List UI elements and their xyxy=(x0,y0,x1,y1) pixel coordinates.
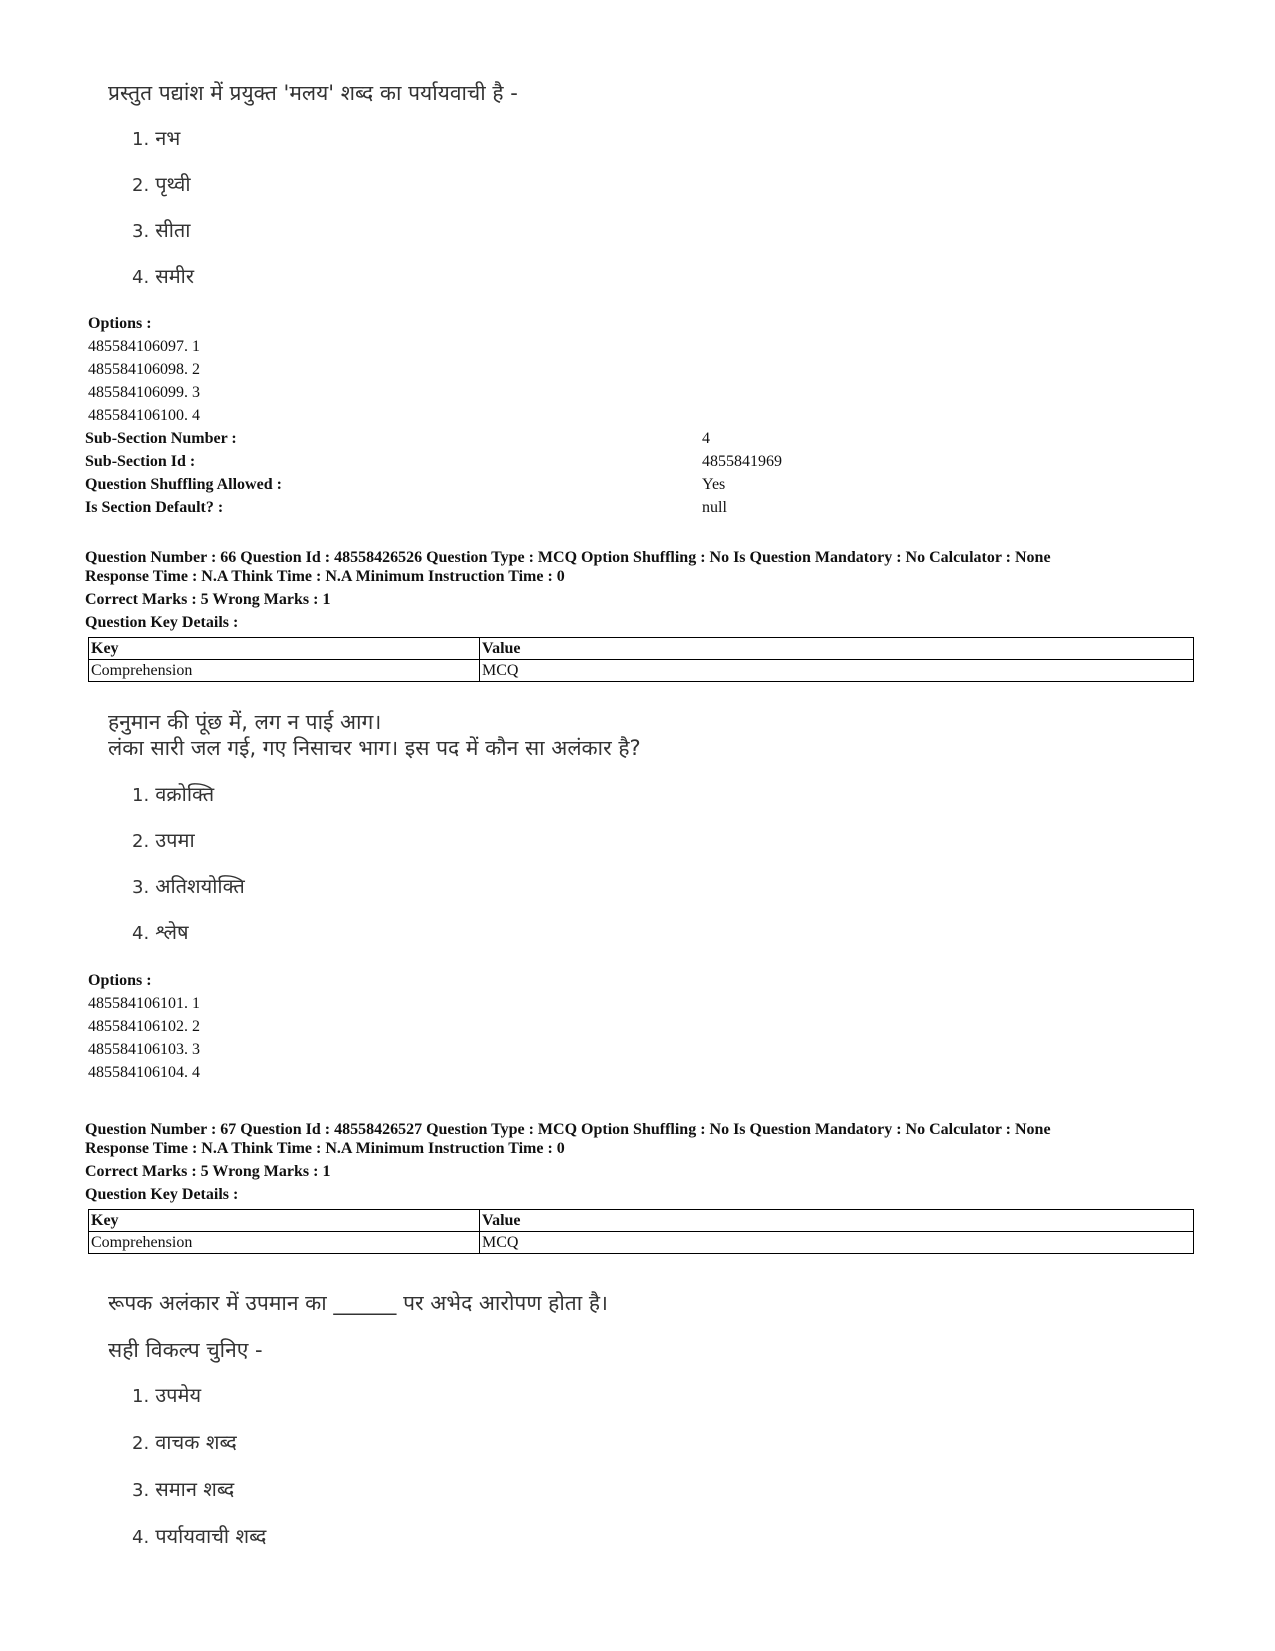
choice-text: समान शब्द xyxy=(155,1477,235,1501)
section-default-value: null xyxy=(702,499,727,516)
choice-number: 4. xyxy=(132,267,150,288)
q67-choice-3 xyxy=(132,1475,234,1505)
key-header: Key xyxy=(89,638,480,660)
table-row xyxy=(89,1232,1194,1254)
subsection-id-value: 4855841969 xyxy=(702,453,782,470)
q65-option-id-4: 485584106100. 4 xyxy=(88,407,200,424)
choice-number: 1. xyxy=(132,1386,150,1407)
q66-choice-4 xyxy=(132,918,189,948)
choice-number: 3. xyxy=(132,1480,150,1501)
q66-marks: Correct Marks : 5 Wrong Marks : 1 xyxy=(85,591,331,608)
table-row xyxy=(89,660,1194,682)
q65-option-id-3: 485584106099. 3 xyxy=(88,384,200,401)
q67-marks: Correct Marks : 5 Wrong Marks : 1 xyxy=(85,1163,331,1180)
q66-choice-2 xyxy=(132,826,195,856)
choice-text: सीता xyxy=(155,218,191,242)
value-header: Value xyxy=(480,1210,1194,1232)
q67-meta-line-2: Response Time : N.A Think Time : N.A Minimum Instruction Time : 0 xyxy=(85,1140,565,1157)
q65-option-id-2: 485584106098. 2 xyxy=(88,361,200,378)
choice-number: 1. xyxy=(132,129,150,150)
table-row xyxy=(89,638,1194,660)
choice-text: पर्यायवाची शब्द xyxy=(155,1524,267,1548)
key-cell: Comprehension xyxy=(89,1232,480,1254)
choice-text: वाचक शब्द xyxy=(155,1430,237,1454)
q66-options-label: Options : xyxy=(88,972,152,989)
q65-choice-3 xyxy=(132,216,190,246)
question-shuffling-value: Yes xyxy=(702,476,726,493)
table-row xyxy=(89,1210,1194,1232)
q65-choice-4 xyxy=(132,262,194,292)
q67-choice-2 xyxy=(132,1428,237,1458)
q67-choice-1 xyxy=(132,1381,201,1411)
key-cell: Comprehension xyxy=(89,660,480,682)
choice-number: 2. xyxy=(132,831,150,852)
q66-option-id-4: 485584106104. 4 xyxy=(88,1064,200,1081)
choice-number: 2. xyxy=(132,175,150,196)
q67-meta-line-1: Question Number : 67 Question Id : 48558426527 Question Type : MCQ Option Shuffling : No Is Question Mandatory : No Calculator : None xyxy=(85,1121,1051,1138)
subsection-id-label: Sub-Section Id : xyxy=(85,453,196,470)
value-cell: MCQ xyxy=(480,1232,1194,1254)
q66-choice-1 xyxy=(132,780,214,810)
choice-text: नभ xyxy=(155,126,181,150)
q67-key-details-label: Question Key Details : xyxy=(85,1186,239,1203)
q65-question-text: प्रस्तुत पद्यांश में प्रयुक्त 'मलय' शब्द का पर्यायवाची है - xyxy=(108,81,518,105)
q66-key-details-label: Question Key Details : xyxy=(85,614,239,631)
choice-number: 3. xyxy=(132,221,150,242)
choice-number: 3. xyxy=(132,877,150,898)
key-header: Key xyxy=(89,1210,480,1232)
value-header: Value xyxy=(480,638,1194,660)
choice-text: पृथ्वी xyxy=(155,172,191,196)
q66-meta-line-2: Response Time : N.A Think Time : N.A Minimum Instruction Time : 0 xyxy=(85,568,565,585)
q66-option-id-1: 485584106101. 1 xyxy=(88,995,200,1012)
choice-number: 2. xyxy=(132,1433,150,1454)
q67-question-line-1: रूपक अलंकार में उपमान का ______ पर अभेद आरोपण होता है। xyxy=(108,1291,608,1315)
q66-question-line-2: लंका सारी जल गई, गए निसाचर भाग। इस पद में कौन सा अलंकार है? xyxy=(108,736,641,760)
q65-choice-1 xyxy=(132,124,180,154)
choice-text: समीर xyxy=(155,264,195,288)
q66-meta-line-1: Question Number : 66 Question Id : 48558426526 Question Type : MCQ Option Shuffling : No Is Question Mandatory : No Calculator : None xyxy=(85,549,1051,566)
q67-choice-4 xyxy=(132,1522,266,1552)
subsection-number-label: Sub-Section Number : xyxy=(85,430,237,447)
q66-question-line-1: हनुमान की पूंछ में, लग न पाई आग। xyxy=(108,710,382,734)
choice-text: उपमेय xyxy=(155,1383,202,1407)
value-cell: MCQ xyxy=(480,660,1194,682)
choice-number: 1. xyxy=(132,785,150,806)
q66-option-id-3: 485584106103. 3 xyxy=(88,1041,200,1058)
choice-text: श्लेष xyxy=(155,920,189,944)
q66-choice-3 xyxy=(132,872,245,902)
q66-key-table xyxy=(88,637,1194,682)
q65-choice-2 xyxy=(132,170,191,200)
section-default-label: Is Section Default? : xyxy=(85,499,224,516)
q67-key-table xyxy=(88,1209,1194,1254)
subsection-number-value: 4 xyxy=(702,430,710,447)
choice-text: उपमा xyxy=(155,828,195,852)
q66-option-id-2: 485584106102. 2 xyxy=(88,1018,200,1035)
choice-text: वक्रोक्ति xyxy=(155,782,215,806)
choice-number: 4. xyxy=(132,1527,150,1548)
choice-number: 4. xyxy=(132,923,150,944)
q65-option-id-1: 485584106097. 1 xyxy=(88,338,200,355)
q67-question-line-2: सही विकल्प चुनिए - xyxy=(108,1338,263,1362)
question-shuffling-label: Question Shuffling Allowed : xyxy=(85,476,282,493)
q65-options-label: Options : xyxy=(88,315,152,332)
choice-text: अतिशयोक्ति xyxy=(155,874,245,898)
